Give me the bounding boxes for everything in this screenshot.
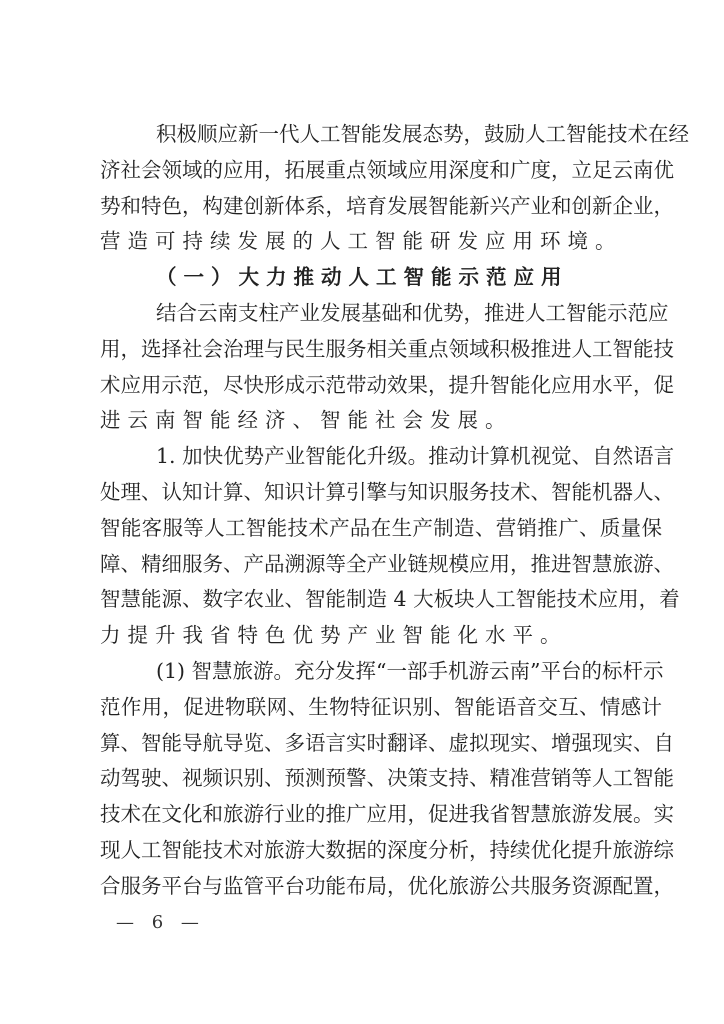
text-line: 处理、认知计算、知识计算引擎与知识服务技术、智能机器人、	[100, 479, 674, 504]
text-line: 现人工智能技术对旅游大数据的深度分析，持续优化提升旅游综	[100, 837, 674, 862]
text-line: 范作用，促进物联网、生物特征识别、智能语音交互、情感计	[100, 694, 662, 719]
text-line: 营造可持续发展的人工智能研发应用环境。	[100, 229, 623, 254]
section-heading	[100, 260, 662, 296]
text-line: 智慧能源、数字农业、智能制造 4 大板块人工智能技术应用，着	[100, 587, 680, 612]
text-line: 结合云南支柱产业发展基础和优势，推进人工智能示范应	[156, 300, 669, 325]
text-line: 术应用示范，尽快形成示范带动效果，提升智能化应用水平，促	[100, 372, 674, 397]
text-line: 动驾驶、视频识别、预测预警、决策支持、精准营销等人工智能	[100, 766, 674, 791]
text-line: 1. 加快优势产业智能化升级。推动计算机视觉、自然语言	[156, 444, 675, 469]
text-line: 势和特色，构建创新体系，培育发展智能新兴产业和创新企业，	[100, 193, 674, 218]
paragraph	[100, 654, 674, 905]
paragraph	[100, 296, 674, 439]
text-line: 济社会领域的应用，拓展重点领域应用深度和广度，立足云南优	[100, 157, 674, 182]
paragraph	[100, 117, 689, 260]
text-line: （一）大力推动人工智能示范应用	[156, 265, 569, 290]
text-line: 用，选择社会治理与民生服务相关重点领域积极推进人工智能技	[100, 336, 674, 361]
text-line: 合服务平台与监管平台功能布局，优化旅游公共服务资源配置，	[100, 873, 674, 898]
document-body	[100, 117, 689, 905]
text-line: 智能客服等人工智能技术产品在生产制造、营销推广、质量保	[100, 515, 662, 540]
text-line: 障、精细服务、产品溯源等全产业链规模应用，推进智慧旅游、	[100, 551, 674, 576]
text-line: 算、智能导航导览、多语言实时翻译、虚拟现实、增强现实、自	[100, 730, 674, 755]
text-line: 积极顺应新一代人工智能发展态势，鼓励人工智能技术在经	[156, 122, 689, 146]
page-number: — 6 —	[116, 912, 205, 933]
text-line: 进云南智能经济、智能社会发展。	[100, 408, 513, 433]
paragraph	[100, 439, 680, 654]
text-line: 力提升我省特色优势产业智能化水平。	[100, 623, 568, 648]
text-line: (1) 智慧旅游。充分发挥“一部手机游云南”平台的标杆示	[156, 658, 664, 683]
text-line: 技术在文化和旅游行业的推广应用，促进我省智慧旅游发展。实	[100, 802, 674, 827]
